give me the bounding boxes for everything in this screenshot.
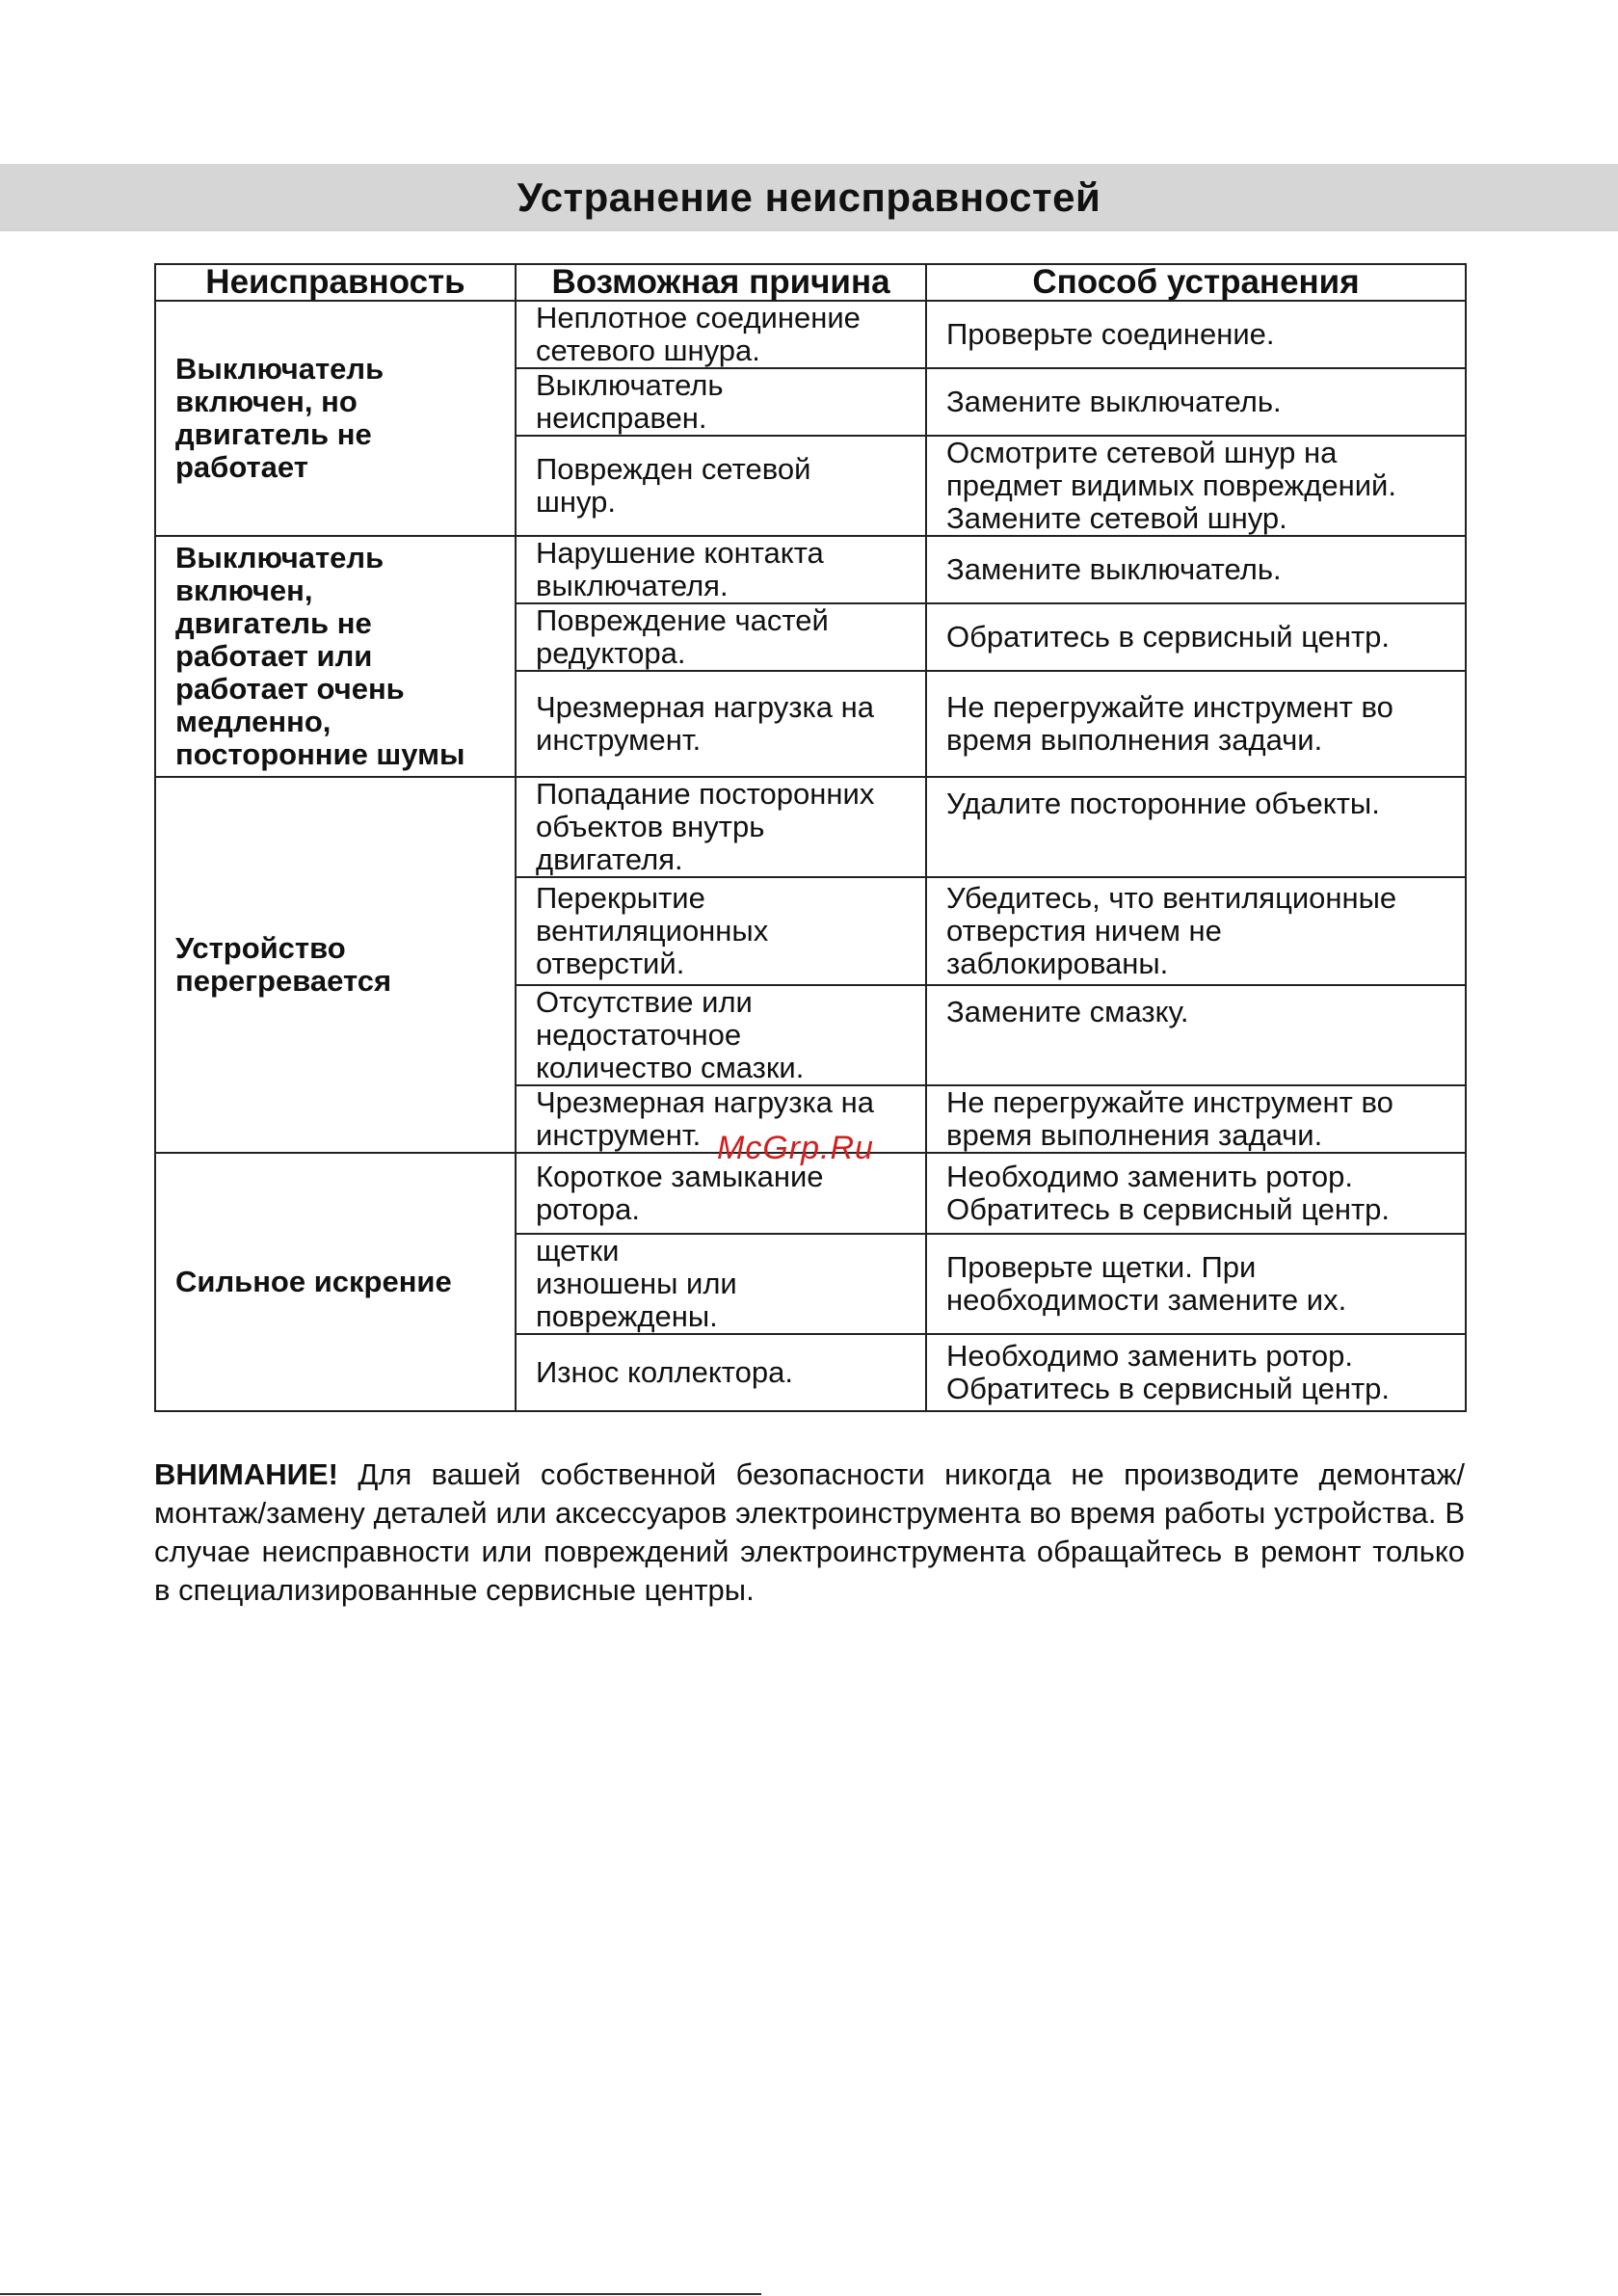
remedy-cell <box>926 1085 1466 1153</box>
cause-text: Попадание посторонних объектов внутрь двигателя. <box>536 777 875 876</box>
remedy-cell <box>926 877 1466 985</box>
cause-text: Неплотное соединение сетевого шнура. <box>536 301 861 367</box>
warning-paragraph <box>154 1455 1465 1610</box>
cause-text: Выключатель неисправен. <box>536 368 724 435</box>
remedy-cell <box>926 536 1466 603</box>
troubleshooting-table <box>154 263 1467 1412</box>
remedy-text: Проверьте щетки. При необходимости замените их. <box>946 1250 1347 1317</box>
cause-text: Износ коллектора. <box>536 1355 793 1389</box>
page-title: Устранение неисправностей <box>517 174 1101 220</box>
cause-text: Нарушение контакта выключателя. <box>536 536 824 602</box>
cause-text: Перекрытие вентиляционных отверстий. <box>536 881 769 980</box>
title-bar <box>0 164 1618 231</box>
cause-cell <box>516 777 926 877</box>
cause-text: Поврежден сетевой шнур. <box>536 452 811 519</box>
cause-cell <box>516 368 926 436</box>
warning-label: ВНИМАНИЕ! <box>154 1457 338 1491</box>
remedy-text: Проверьте соединение. <box>946 317 1275 351</box>
table-header-row <box>155 264 1466 301</box>
remedy-cell <box>926 1153 1466 1234</box>
cause-text: Короткое замыкание ротора. <box>536 1160 824 1226</box>
header-fault: Неисправность <box>155 264 516 301</box>
cause-cell <box>516 1334 926 1411</box>
remedy-cell <box>926 436 1466 536</box>
symptom-cell <box>155 777 516 1153</box>
symptom-text: Устройство перегревается <box>175 931 392 998</box>
remedy-cell <box>926 671 1466 777</box>
cause-cell <box>516 671 926 777</box>
symptom-text: Выключатель включен, двигатель не работает или работает очень медленно, посторонние шумы <box>175 541 465 771</box>
remedy-text: Убедитесь, что вентиляционные отверстия ничем не заблокированы. <box>946 881 1397 980</box>
remedy-text: Удалите посторонние объекты. <box>946 787 1380 820</box>
watermark: McGrp.Ru <box>717 1130 874 1166</box>
remedy-text: Замените выключатель. <box>946 385 1282 418</box>
cause-text: Чрезмерная нагрузка на инструмент. <box>536 690 874 757</box>
remedy-text: Не перегружайте инструмент во время выполнения задачи. <box>946 690 1393 757</box>
header-cause: Возможная причина <box>516 264 926 301</box>
cause-cell <box>516 603 926 671</box>
remedy-text: Не перегружайте инструмент во время выполнения задачи. <box>946 1085 1393 1152</box>
remedy-text: Осмотрите сетевой шнур на предмет видимых повреждений. Замените сетевой шнур. <box>946 436 1396 535</box>
symptom-cell <box>155 536 516 777</box>
cause-cell <box>516 436 926 536</box>
remedy-cell <box>926 1234 1466 1334</box>
remedy-cell <box>926 985 1466 1085</box>
cause-text: Отсутствие или недостаточное количество смазки. <box>536 985 805 1084</box>
symptom-cell <box>155 1153 516 1411</box>
cause-cell <box>516 877 926 985</box>
remedy-cell <box>926 301 1466 368</box>
remedy-text: Необходимо заменить ротор. Обратитесь в сервисный центр. <box>946 1160 1391 1226</box>
table-row <box>155 301 1466 368</box>
table-row <box>155 777 1466 877</box>
cause-cell <box>516 985 926 1085</box>
remedy-text: Необходимо заменить ротор. Обратитесь в сервисный центр. <box>946 1339 1391 1405</box>
remedy-cell <box>926 603 1466 671</box>
cause-cell <box>516 301 926 368</box>
remedy-cell <box>926 1334 1466 1411</box>
symptom-cell <box>155 301 516 536</box>
cause-text: Повреждение частей редуктора. <box>536 603 829 670</box>
cause-text: щетки изношены или повреждены. <box>536 1234 737 1333</box>
warning-text: Для вашей собственной безопасности никогда не производите демонтаж/монтаж/замену деталей или аксессуаров электроинструмента во время работы устройства. В случае неисправности или повреждений электроинструмента обращайтесь в ремонт только в специализированные сервисные центры. <box>154 1457 1465 1607</box>
symptom-text: Выключатель включен, но двигатель не работает <box>175 352 385 484</box>
cause-cell <box>516 536 926 603</box>
cause-cell <box>516 1234 926 1334</box>
remedy-text: Замените смазку. <box>946 995 1189 1028</box>
footer-divider <box>0 2293 761 2295</box>
table-row <box>155 536 1466 603</box>
header-remedy: Способ устранения <box>926 264 1466 301</box>
remedy-cell <box>926 368 1466 436</box>
symptom-text: Сильное искрение <box>175 1265 452 1298</box>
remedy-text: Замените выключатель. <box>946 552 1282 586</box>
remedy-text: Обратитесь в сервисный центр. <box>946 620 1391 654</box>
remedy-cell <box>926 777 1466 877</box>
cause-text: Чрезмерная нагрузка на инструмент. <box>536 1085 874 1152</box>
